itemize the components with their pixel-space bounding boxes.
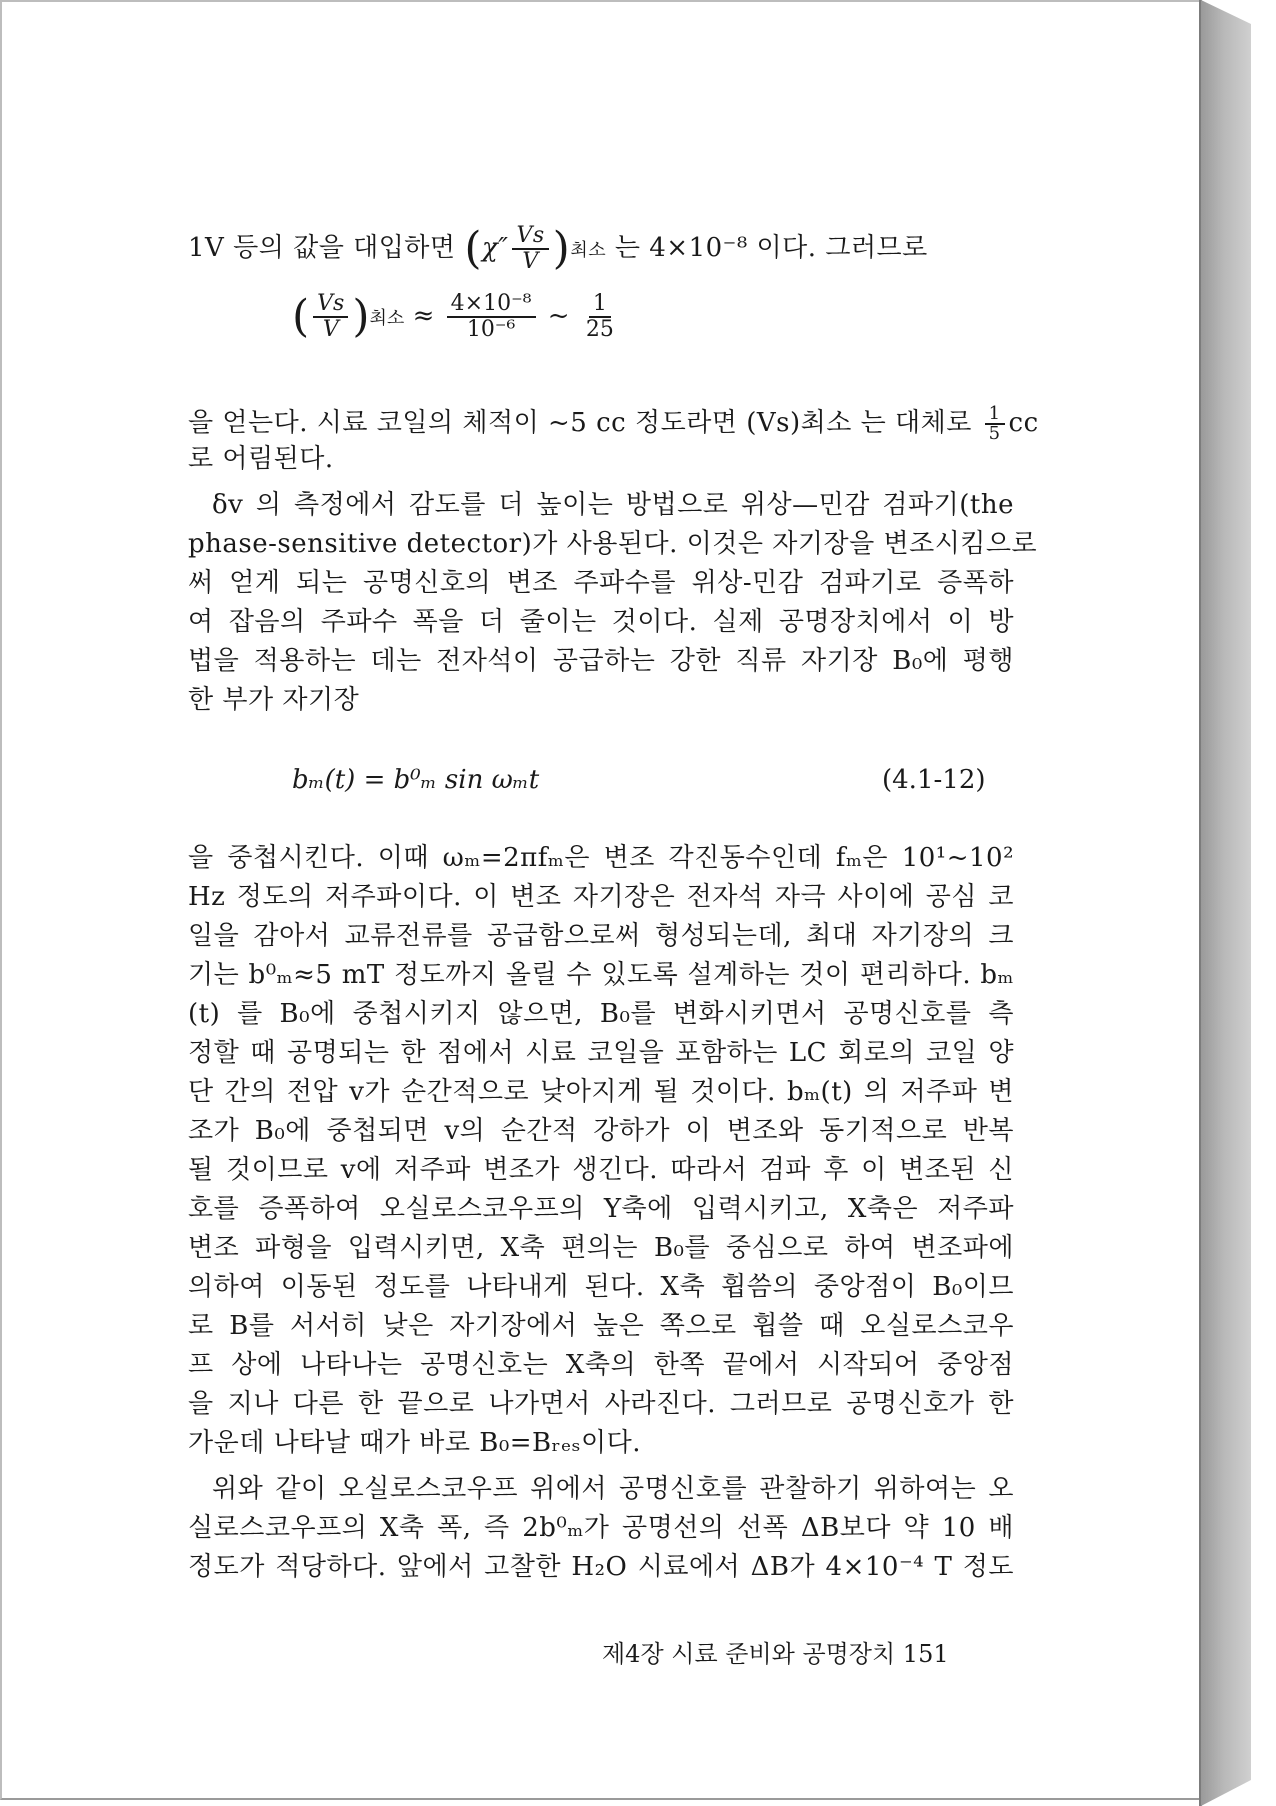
formula-line-1-prefix: 1V 등의 값을 대입하면 xyxy=(188,233,456,263)
fraction-vs-v: $\frac{Vs}{V}$ xyxy=(512,224,548,274)
paragraph-3-line: 정할 때 공명되는 한 점에서 시료 코일을 포함하는 LC 회로의 코일 양 xyxy=(188,1038,1014,1068)
paragraph-4-line: 정도가 적당하다. 앞에서 고찰한 H₂O 시료에서 ΔB가 4×10⁻⁴ T 정도 xyxy=(188,1552,1014,1582)
paragraph-3-line: 될 것이므로 v에 저주파 변조가 생긴다. 따라서 검파 후 이 변조된 신 xyxy=(188,1155,1014,1185)
paragraph-4-line: 실로스코우프의 X축 폭, 즉 2b⁰ₘ가 공명선의 선폭 ΔB보다 약 10 배 xyxy=(188,1513,1014,1543)
formula-line-2: ( $\frac{Vs}{V}$ )최소 ≈ $\frac{\text{4×10⁻⁸}}{\text{10⁻⁶}}$ ~ $\frac{1}{25}$ xyxy=(292,291,614,342)
paragraph-3-line: 로 B를 서서히 낮은 자기장에서 높은 쪽으로 휩쓸 때 오실로스코우 xyxy=(188,1311,1014,1341)
paragraph-3-line: 가운데 나타날 때가 바로 B₀=Bᵣₑₛ이다. xyxy=(188,1428,641,1458)
paragraph-4-line: 위와 같이 오실로스코우프 위에서 공명신호를 관찰하기 위하여는 오 xyxy=(212,1474,1014,1504)
paragraph-3-line: 프 상에 나타나는 공명신호는 X축의 한쪽 끝에서 시작되어 중앙점 xyxy=(188,1350,1014,1380)
equation-4-1-12: bₘ(t) = b⁰ₘ sin ωₘt xyxy=(292,765,540,795)
paragraph-2-line: δv 의 측정에서 감도를 더 높이는 방법으로 위상—민감 검파기(the xyxy=(212,490,1014,520)
page-footer: 제4장 시료 준비와 공명장치 151 xyxy=(602,1640,949,1668)
paragraph-2-line: 써 얻게 되는 공명신호의 변조 주파수를 위상-민감 검파기로 증폭하 xyxy=(188,568,1014,598)
subscript-min: 최소 xyxy=(570,240,607,261)
formula-line-1 xyxy=(188,224,1014,274)
book-spine-shadow xyxy=(1201,0,1251,1806)
equation-number: (4.1-12) xyxy=(882,765,986,795)
paragraph-3-line: 단 간의 전압 v가 순간적으로 낮아지게 될 것이다. bₘ(t) 의 저주파 변 xyxy=(188,1077,1014,1107)
paragraph-1-line-1: 을 얻는다. 시료 코일의 체적이 ~5 cc 정도라면 (Vs)최소 는 대체로 $\frac{1}{5}$ cc xyxy=(188,403,1039,444)
fraction-one-fifth: $\frac{1}{5}$ xyxy=(985,405,1005,443)
chi-symbol: χ″ xyxy=(481,233,509,263)
paragraph-3-line: 조가 B₀에 중첩되면 v의 순간적 강하가 이 변조와 동기적으로 반복 xyxy=(188,1116,1014,1146)
paragraph-3-line: 일을 감아서 교류전류를 공급함으로써 형성되는데, 최대 자기장의 크 xyxy=(188,921,1014,951)
close-paren: ) xyxy=(552,223,571,274)
paragraph-3-line: 을 지나 다른 한 끝으로 나가면서 사라진다. 그러므로 공명신호가 한 xyxy=(188,1389,1014,1419)
paragraph-2-line: 법을 적용하는 데는 전자석이 공급하는 강한 직류 자기장 B₀에 평행 xyxy=(188,646,1014,676)
paragraph-3-line: 변조 파형을 입력시키면, X축 편의는 B₀를 중심으로 하여 변조파에 xyxy=(188,1233,1014,1263)
paragraph-3-line: Hz 정도의 저주파이다. 이 변조 자기장은 전자석 자극 사이에 공심 코 xyxy=(188,882,1014,912)
open-paren: ( xyxy=(464,223,482,274)
paragraph-2-line: phase-sensitive detector)가 사용된다. 이것은 자기장을 변조시킴으로 xyxy=(188,529,1038,559)
paragraph-3-line: 을 중첩시킨다. 이때 ωₘ=2πfₘ은 변조 각진동수인데 fₘ은 10¹~10² xyxy=(188,843,1014,873)
formula-line-1-suffix: 는 4×10⁻⁸ 이다. 그러므로 xyxy=(614,233,928,263)
paragraph-3-line: (t) 를 B₀에 중첩시키지 않으면, B₀를 변화시키면서 공명신호를 측 xyxy=(188,999,1014,1029)
paragraph-3-line: 의하여 이동된 정도를 나타내게 된다. X축 휩씀의 중앙점이 B₀이므 xyxy=(188,1272,1014,1302)
paragraph-3-line: 기는 b⁰ₘ≈5 mT 정도까지 올릴 수 있도록 설계하는 것이 편리하다. bₘ xyxy=(188,960,1014,990)
paragraph-2-line: 여 잡음의 주파수 폭을 더 줄이는 것이다. 실제 공명장치에서 이 방 xyxy=(188,607,1014,637)
paragraph-1-line-2: 로 어림된다. xyxy=(188,444,334,474)
paragraph-3-line: 호를 증폭하여 오실로스코우프의 Y축에 입력시키고, X축은 저주파 xyxy=(188,1194,1014,1224)
paragraph-2-line: 한 부가 자기장 xyxy=(188,685,360,715)
